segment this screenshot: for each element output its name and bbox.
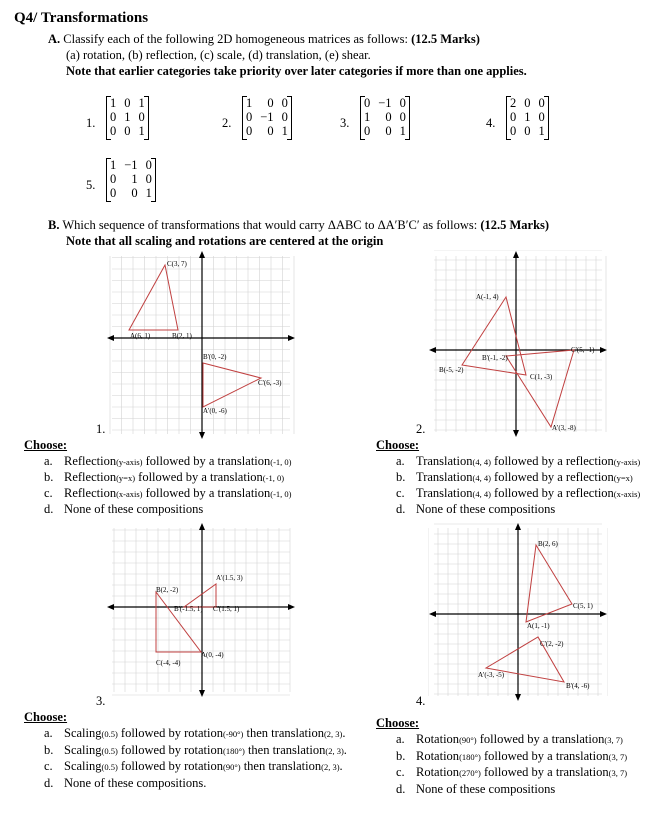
option-mid: followed by a translation [142,486,271,500]
question-title: Q4/ Transformations [14,10,149,26]
axis-arrow [429,347,436,353]
matrix-brackets [106,96,149,140]
option-post: then translation [243,726,324,740]
matrix-cell: 0 [524,96,531,110]
matrix-cell: 0 [110,124,117,138]
option-letter: b. [44,742,54,757]
option-c[interactable] [396,764,627,781]
problem-2-choices [376,438,640,517]
matrix-cell: 1 [399,124,406,138]
matrix-cell: −1 [260,110,274,124]
graph-1 [106,250,296,440]
option-mid: followed by a translation [480,748,609,763]
option-pre: Reflection [64,454,117,468]
part-b-note: Note that all scaling and rotations are centered at the origin [66,234,384,248]
option-letter: c. [44,486,53,500]
label-b: B(2, 1) [172,332,192,340]
axis-arrow [107,604,114,610]
axis-arrow [600,611,607,617]
option-letter: b. [396,470,406,484]
option-post: then translation [240,759,322,773]
problem-1-number: 1. [96,422,106,436]
label-b: B(2, -2) [156,586,179,594]
label-c-prime: C'(5, -1) [571,346,595,354]
problem-3-choices [24,710,347,791]
problem-3-number: 3. [96,694,106,708]
label-a: A(6, 1) [130,332,151,340]
label-b-prime: B'(4, -6) [566,682,590,690]
matrix-brackets [360,96,410,140]
matrix-cell: 0 [110,110,117,124]
matrix-cell: 1 [110,158,117,172]
problem-1-choices [24,438,292,517]
option-pre: None of these compositions [416,781,556,796]
option-letter: d. [44,502,54,516]
problem-4-choices [376,716,627,797]
label-c: C(-4, -4) [156,659,181,667]
option-sub2: (3, 7) [608,751,628,762]
option-sub3: (2, 3) [325,745,344,756]
part-b-intro: B. Which sequence of transformations that would carry ΔABC to ΔA′B′C′ as follows: (12.5 Marks) [48,218,550,232]
option-mid: followed by a translation [480,765,609,779]
matrix-cell: 0 [267,124,274,138]
option-pre: Reflection [64,470,117,484]
option-mid: followed by rotation [117,742,223,757]
option-letter: b. [396,748,406,763]
option-pre: Scaling [64,759,102,773]
option-pre: Rotation [416,748,460,763]
option-pre: Rotation [416,765,460,779]
matrix-cell: −1 [378,96,392,110]
axis-arrow [199,690,205,697]
matrix-number: 2. [222,116,232,130]
option-b[interactable] [44,469,292,485]
option-a[interactable] [396,731,627,748]
matrix-brackets [242,96,292,140]
option-mid: followed by a reflection [490,470,614,484]
axis-arrow [199,523,205,530]
option-b[interactable] [396,469,640,485]
matrix-cell: 0 [510,110,517,124]
matrix-cell: 0 [399,110,406,124]
label-a-prime: A'(-3, -5) [478,671,505,679]
option-sub3: (2, 3) [321,762,340,772]
label-c: C(1, -3) [530,373,553,381]
matrix-cell: 2 [510,96,517,110]
part-a-intro: A. Classify each of the following 2D homogeneous matrices as follows: (12.5 Marks) [48,32,480,46]
matrix-cell: 0 [385,110,392,124]
option-pre: Rotation [416,732,460,746]
matrix-cell: 0 [364,124,371,138]
label-a: A(1, -1) [527,622,550,630]
matrix-cell: 1 [364,110,371,124]
option-c[interactable] [396,485,640,501]
option-sub1: (x-axis) [116,489,143,499]
choose-label: Choose: [376,716,420,730]
option-letter: c. [44,759,53,773]
graph-4 [428,522,608,702]
matrix-cell: 1 [524,110,531,124]
matrix-cell: 1 [538,124,545,138]
matrix-cell: 0 [538,96,545,110]
axis-arrow [429,611,436,617]
matrix-cell: 0 [131,186,138,200]
option-sub1: (90°) [459,735,477,745]
matrix-cell: 0 [538,110,545,124]
option-pre: None of these compositions [416,502,556,516]
label-a: A(0, -4) [201,651,224,659]
matrix-cell: 0 [110,186,117,200]
option-sub2: (-1, 0) [270,489,292,499]
option-sub1: (0.5) [101,729,118,739]
matrix-number: 3. [340,116,350,130]
option-mid: followed by a translation [476,732,605,746]
label-a-prime: A'(3, -8) [552,424,576,432]
option-mid: followed by a translation [135,470,263,484]
matrix-cell: 1 [138,124,145,138]
label-a: A(-1, 4) [476,293,499,301]
matrix-brackets [106,158,156,202]
matrix-cell: 0 [385,124,392,138]
option-end: . [343,742,347,757]
label-b-prime: B'(-1.5, 1) [174,605,203,613]
option-mid: followed by rotation [117,726,223,740]
option-letter: a. [44,454,53,468]
option-a[interactable] [44,453,292,469]
option-letter: c. [396,765,405,779]
option-sub2: (y-axis) [613,457,641,467]
matrix-cell: 0 [110,172,117,186]
matrix-cell: 1 [138,96,145,110]
option-pre: Scaling [64,726,102,740]
option-sub1: (4, 4) [472,489,491,499]
matrix-cell: 0 [246,124,253,138]
option-c[interactable] [44,485,292,501]
option-sub1: (y-axis) [116,457,143,467]
matrix-cell: 1 [110,96,117,110]
matrix-cell: 0 [124,96,131,110]
matrix-brackets [506,96,549,140]
label-c: C(3, 7) [167,260,187,268]
matrix-cell: 0 [524,124,531,138]
option-mid: followed by a translation [142,454,271,468]
option-sub2: (3, 7) [604,735,623,745]
label-b: B(2, 6) [538,540,558,548]
matrix-cell: 0 [145,172,152,186]
graph-2 [428,250,608,438]
choose-label: Choose: [24,438,68,452]
option-sub1: (180°) [459,751,481,762]
option-pre: Reflection [64,486,117,500]
matrix-cell: 0 [281,110,288,124]
option-d[interactable] [396,781,627,798]
option-sub1: (y=x) [116,473,136,483]
option-sub2: (90°) [223,762,241,772]
matrix-cell: 0 [281,96,288,110]
label-b-prime: B'(0, -2) [203,353,227,361]
option-letter: a. [396,732,405,746]
option-c[interactable] [44,758,347,775]
matrix-cell: 0 [138,110,145,124]
label-b-prime: B'(-1, -2) [482,354,508,362]
option-d[interactable] [396,501,640,517]
option-mid: followed by a reflection [490,486,614,500]
label-c: C(5, 1) [573,602,593,610]
part-a-categories: (a) rotation, (b) reflection, (c) scale, (d) translation, (e) shear. [66,48,371,62]
problem-4-number: 4. [416,694,426,708]
problem-2-number: 2. [416,422,426,436]
matrix-cell: 0 [267,96,274,110]
matrix-number: 5. [86,178,96,192]
label-a-prime: A'(1.5, 3) [216,574,243,582]
option-pre: None of these compositions. [64,775,207,790]
matrix-number: 4. [486,116,496,130]
option-sub2: (y=x) [613,473,633,483]
option-pre: Scaling [64,742,102,757]
option-letter: d. [396,781,406,796]
option-d[interactable] [44,501,292,517]
choose-label: Choose: [24,710,68,724]
label-c-prime: C'(1.5, 1) [213,605,240,613]
option-sub2: (x-axis) [613,489,641,499]
option-end: . [342,726,346,740]
option-end: . [339,759,343,773]
matrix-cell: 0 [246,110,253,124]
matrix-cell: 0 [364,96,371,110]
matrix-number: 1. [86,116,96,130]
axis-arrow [513,430,519,437]
option-letter: d. [396,502,406,516]
option-pre: Translation [416,470,473,484]
option-letter: a. [396,454,405,468]
option-sub2: (180°) [223,745,245,756]
matrix-cell: 1 [124,110,131,124]
option-b[interactable] [44,742,347,759]
option-letter: b. [44,470,54,484]
matrix-cell: 1 [246,96,253,110]
axis-arrow [199,251,205,258]
option-mid: followed by rotation [117,759,223,773]
option-mid: followed by a reflection [490,454,614,468]
option-pre: None of these compositions [64,502,204,516]
axis-arrow [288,604,295,610]
matrix-cell: 0 [399,96,406,110]
option-sub2: (3, 7) [608,768,628,778]
option-sub2: (-1, 0) [262,473,285,483]
option-a[interactable] [396,453,640,469]
option-sub1: (0.5) [101,745,118,756]
option-sub3: (2, 3) [323,729,343,739]
option-letter: d. [44,775,54,790]
option-b[interactable] [396,748,627,765]
option-sub2: (-90°) [223,729,244,739]
option-letter: c. [396,486,405,500]
axis-arrow [107,335,114,341]
choose-label: Choose: [376,438,420,452]
option-sub2: (-1, 0) [270,457,292,467]
label-c-prime: C'(6, -3) [258,379,282,387]
part-a-note: Note that earlier categories take priority over later categories if more than one applies. [66,64,527,78]
option-sub1: (0.5) [101,762,118,772]
matrix-cell: 1 [281,124,288,138]
option-letter: a. [44,726,53,740]
matrix-cell: 1 [145,186,152,200]
matrix-cell: 0 [145,158,152,172]
axis-arrow [513,251,519,258]
label-c-prime: C'(2, -2) [540,640,564,648]
matrix-cell: 1 [131,172,138,186]
graph-3 [106,522,296,698]
label-a-prime: A'(0, -6) [203,407,227,415]
axis-arrow [515,694,521,701]
option-d[interactable] [44,775,347,792]
option-sub1: (270°) [459,768,481,778]
option-sub1: (4, 4) [472,457,491,467]
option-pre: Translation [416,454,473,468]
matrix-cell: 0 [510,124,517,138]
option-a[interactable] [44,725,347,742]
matrix-cell: −1 [124,158,138,172]
option-sub1: (4, 4) [472,473,491,483]
option-post: then translation [244,742,326,757]
option-pre: Translation [416,486,473,500]
label-b: B(-5, -2) [439,366,464,374]
matrix-cell: 0 [124,124,131,138]
